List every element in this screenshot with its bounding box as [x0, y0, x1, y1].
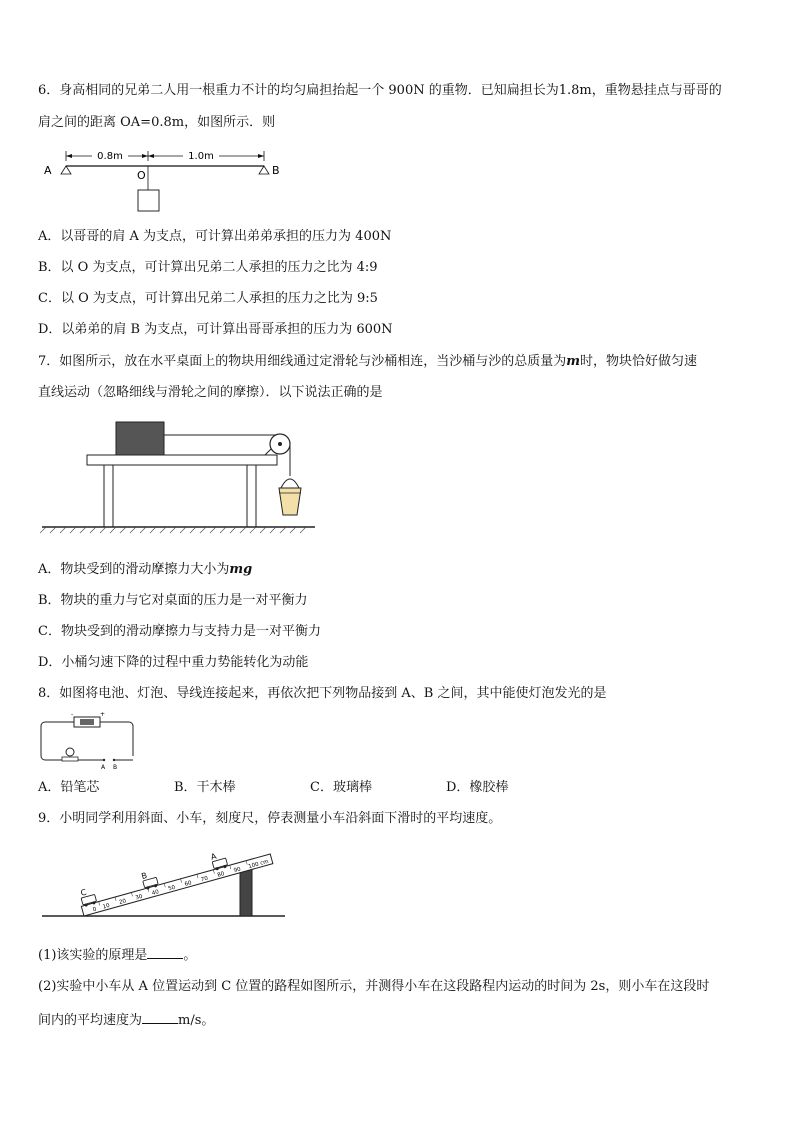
q9-sub1: (1)该实验的原理是 。: [38, 948, 197, 963]
q6-stem-line2: 肩之间的距离 OA=0.8m，如图所示．则: [38, 115, 276, 130]
q9-tick-50: 50: [167, 884, 177, 893]
q6-support-a: [61, 166, 71, 174]
q9-label-b: B: [140, 870, 149, 882]
q6-support-b: [259, 166, 269, 174]
q8-options: [38, 779, 582, 797]
q8-stem: 8．如图将电池、灯泡、导线连接起来，再依次把下列物品接到 A、B 之间，其中能使灯泡发光的是: [38, 686, 607, 701]
q6-option-a[interactable]: A．以哥哥的肩 A 为支点，可计算出弟弟承担的压力为 400N: [38, 229, 392, 244]
q7-bucket: [279, 488, 301, 515]
q6-lever-figure: [38, 146, 298, 218]
q8-bulb: [66, 748, 74, 756]
q7-option-b[interactable]: B．物块的重力与它对桌面的压力是一对平衡力: [38, 593, 308, 608]
q9-tick-80: 80: [216, 871, 226, 879]
q6-label-a: A: [44, 164, 52, 177]
q9-sub2-blank[interactable]: [142, 1011, 178, 1024]
svg-text:-: -: [71, 712, 74, 718]
q7-table-top: [87, 455, 277, 465]
q9-label-c: C: [79, 887, 88, 898]
q8-option-d[interactable]: D．橡胶棒: [446, 780, 509, 795]
q9-sub1-blank[interactable]: [147, 946, 183, 959]
q6-dist-ao: 0.8m: [97, 151, 123, 162]
q7-table-pulley-figure: [40, 418, 330, 540]
q9-tick-30: 30: [134, 893, 144, 902]
q9-tick-100: 100 cm: [247, 858, 270, 871]
q6-option-d[interactable]: D．以弟弟的肩 B 为支点，可计算出哥哥承担的压力为 600N: [38, 322, 393, 337]
q9-sub2-line2: 间内的平均速度为 m/s。: [38, 1013, 215, 1028]
q6-label-o: O: [137, 169, 146, 182]
q7-block: [116, 422, 164, 455]
q7-stem-line1: 7．如图所示，放在水平桌面上的物块用细线通过定滑轮与沙桶相连，当沙桶与沙的总质量为m时，物块恰好做匀速: [38, 354, 698, 369]
q7-option-c[interactable]: C．物块受到的滑动摩擦力与支持力是一对平衡力: [38, 624, 321, 639]
q9-tick-70: 70: [200, 875, 209, 884]
q8-option-c[interactable]: C．玻璃棒: [310, 780, 372, 795]
q6-weight-box: [138, 190, 159, 211]
q9-tick-40: 40: [151, 889, 160, 897]
q9-support: [240, 868, 252, 916]
q9-incline-figure: [40, 848, 290, 928]
q8-circuit-figure: [38, 712, 138, 770]
q6-option-c[interactable]: C．以 O 为支点，可计算出兄弟二人承担的压力之比为 9:5: [38, 291, 378, 306]
q6-stem-line1: 6．身高相同的兄弟二人用一根重力不计的均匀扁担抬起一个 900N 的重物．已知扁担长为1.8m，重物悬挂点与哥哥的: [38, 83, 722, 98]
svg-text:+: +: [100, 712, 106, 718]
q6-option-b[interactable]: B．以 O 为支点，可计算出兄弟二人承担的压力之比为 4:9: [38, 260, 378, 275]
q9-stem: 9．小明同学利用斜面、小车，刻度尺，停表测量小车沿斜面下滑时的平均速度。: [38, 811, 502, 826]
q8-option-b[interactable]: B．干木棒: [174, 780, 236, 795]
q8-option-a[interactable]: A．铅笔芯: [38, 780, 100, 795]
q8-label-a: A: [101, 764, 106, 770]
q9-tick-90: 90: [233, 866, 242, 875]
q7-option-a[interactable]: A．物块受到的滑动摩擦力大小为mg: [38, 562, 253, 577]
q9-label-a: A: [209, 851, 218, 862]
q9-tick-0: 0: [92, 906, 98, 914]
q8-label-b: B: [113, 764, 118, 770]
q7-option-d[interactable]: D．小桶匀速下降的过程中重力势能转化为动能: [38, 655, 309, 670]
q6-label-b: B: [272, 164, 280, 177]
q9-tick-10: 10: [102, 902, 111, 911]
q9-tick-20: 20: [118, 898, 127, 906]
q6-dist-ob: 1.0m: [188, 151, 214, 162]
q9-sub2-line1: (2)实验中小车从 A 位置运动到 C 位置的路程如图所示，并测得小车在这段路程内运动的时间为 2s，则小车在这段时: [38, 979, 710, 994]
q7-stem-line2: 直线运动（忽略细线与滑轮之间的摩擦）．以下说法正确的是: [38, 385, 383, 400]
q9-tick-60: 60: [184, 880, 193, 888]
